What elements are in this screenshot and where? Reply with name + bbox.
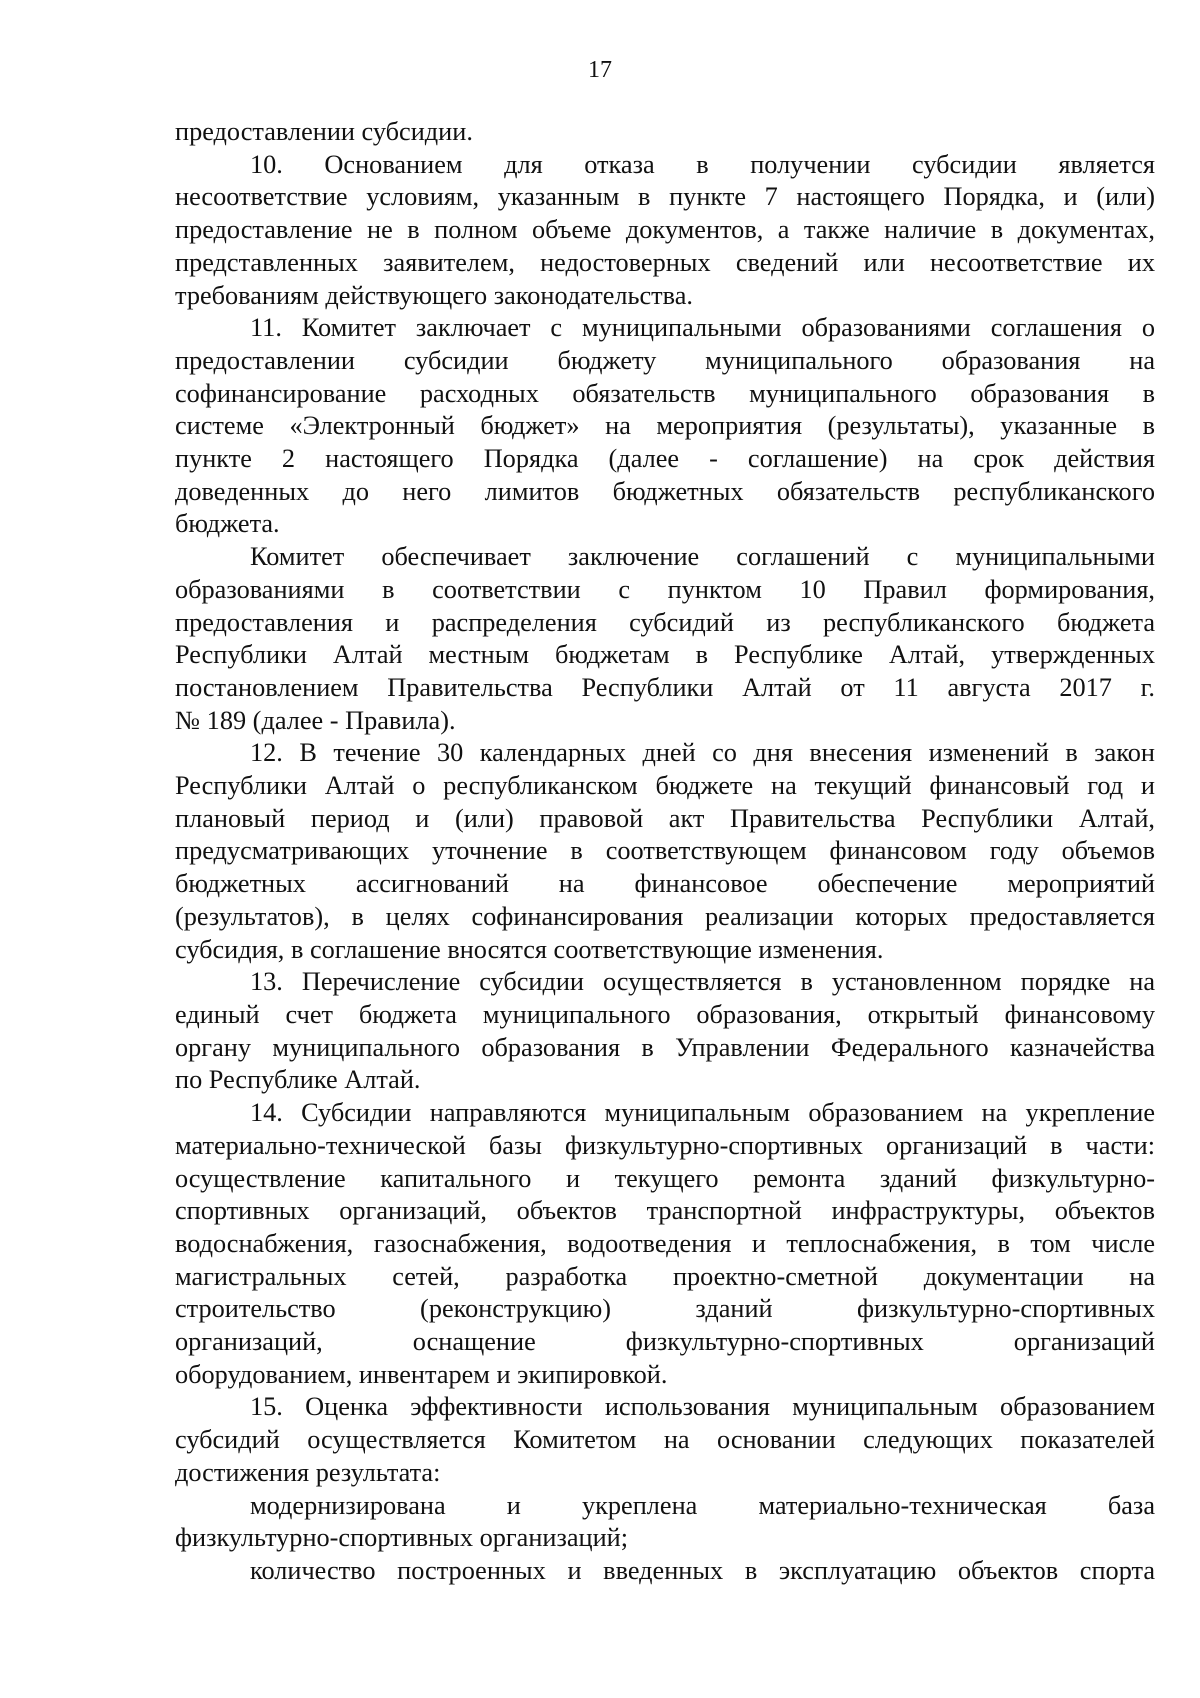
text-line: спортивных организаций, объектов транспортной инфраструктуры, объектов xyxy=(175,1196,1155,1226)
text-line: предоставлении субсидии бюджету муниципального образования на xyxy=(175,345,1155,375)
text-line: доведенных до него лимитов бюджетных обязательств республиканского xyxy=(175,476,1155,506)
text-line: представленных заявителем, недостоверных сведений или несоответствие их xyxy=(175,247,1155,277)
text-line: № 189 (далее - Правила). xyxy=(175,705,456,735)
text-line: бюджета. xyxy=(175,509,280,539)
text-line: Республики Алтай местным бюджетам в Республике Алтай, утвержденных xyxy=(175,640,1155,670)
text-line: осуществление капитального и текущего ремонта зданий физкультурно- xyxy=(175,1163,1155,1193)
text-line: достижения результата: xyxy=(175,1457,441,1487)
text-line: по Республике Алтай. xyxy=(175,1065,421,1095)
text-line: предоставления и распределения субсидий из республиканского бюджета xyxy=(175,607,1155,637)
text-line: 14. Субсидии направляются муниципальным образованием на укрепление xyxy=(250,1098,1155,1128)
text-line: физкультурно-спортивных организаций; xyxy=(175,1523,629,1553)
text-line: модернизирована и укреплена материально-техническая база xyxy=(250,1490,1155,1520)
text-line: количество построенных и введенных в эксплуатацию объектов спорта xyxy=(250,1555,1155,1585)
text-line: материально-технической базы физкультурно-спортивных организаций в части: xyxy=(175,1130,1155,1160)
text-line: несоответствие условиям, указанным в пункте 7 настоящего Порядка, и (или) xyxy=(175,182,1155,212)
text-line: оборудованием, инвентарем и экипировкой. xyxy=(175,1359,668,1389)
text-line: 15. Оценка эффективности использования муниципальным образованием xyxy=(250,1392,1155,1422)
text-line: 12. В течение 30 календарных дней со дня внесения изменений в закон xyxy=(250,738,1155,768)
text-line: постановлением Правительства Республики Алтай от 11 августа 2017 г. xyxy=(175,672,1155,702)
text-line: 10. Основанием для отказа в получении субсидии является xyxy=(250,149,1155,179)
text-line: организаций, оснащение физкультурно-спортивных организаций xyxy=(175,1327,1155,1357)
text-line: предусматривающих уточнение в соответствующем финансовом году объемов xyxy=(175,836,1155,866)
text-line: предоставлении субсидии. xyxy=(175,117,473,146)
text-line: Республики Алтай о республиканском бюджете на текущий финансовый год и xyxy=(175,771,1155,801)
text-line: субсидия, в соглашение вносятся соответствующие изменения. xyxy=(175,934,884,964)
text-line: Комитет обеспечивает заключение соглашений с муниципальными xyxy=(250,542,1155,572)
text-line: водоснабжения, газоснабжения, водоотведения и теплоснабжения, в том числе xyxy=(175,1228,1155,1258)
text-line: субсидий осуществляется Комитетом на основании следующих показателей xyxy=(175,1425,1155,1455)
text-line: единый счет бюджета муниципального образования, открытый финансовому xyxy=(175,999,1155,1029)
text-line: системе «Электронный бюджет» на мероприятия (результаты), указанные в xyxy=(175,411,1155,441)
text-line: софинансирование расходных обязательств муниципального образования в xyxy=(175,378,1155,408)
text-line: 13. Перечисление субсидии осуществляется в установленном порядке на xyxy=(250,967,1155,997)
text-line: предоставление не в полном объеме документов, а также наличие в документах, xyxy=(175,215,1155,245)
text-line: магистральных сетей, разработка проектно-сметной документации на xyxy=(175,1261,1155,1291)
document-body xyxy=(175,116,1155,1588)
text-line: строительство (реконструкцию) зданий физкультурно-спортивных xyxy=(175,1294,1155,1324)
text-line: требованиям действующего законодательства. xyxy=(175,280,693,310)
text-line: плановый период и (или) правовой акт Правительства Республики Алтай, xyxy=(175,803,1155,833)
text-line: образованиями в соответствии с пунктом 10 Правил формирования, xyxy=(175,574,1155,604)
page-number: 17 xyxy=(588,57,612,83)
text-line: органу муниципального образования в Управлении Федерального казначейства xyxy=(175,1032,1155,1062)
text-line: 11. Комитет заключает с муниципальными образованиями соглашения о xyxy=(250,313,1155,343)
text-line: пункте 2 настоящего Порядка (далее - соглашение) на срок действия xyxy=(175,444,1155,474)
text-line: бюджетных ассигнований на финансовое обеспечение мероприятий xyxy=(175,869,1155,899)
text-line: (результатов), в целях софинансирования реализации которых предоставляется xyxy=(175,901,1155,931)
